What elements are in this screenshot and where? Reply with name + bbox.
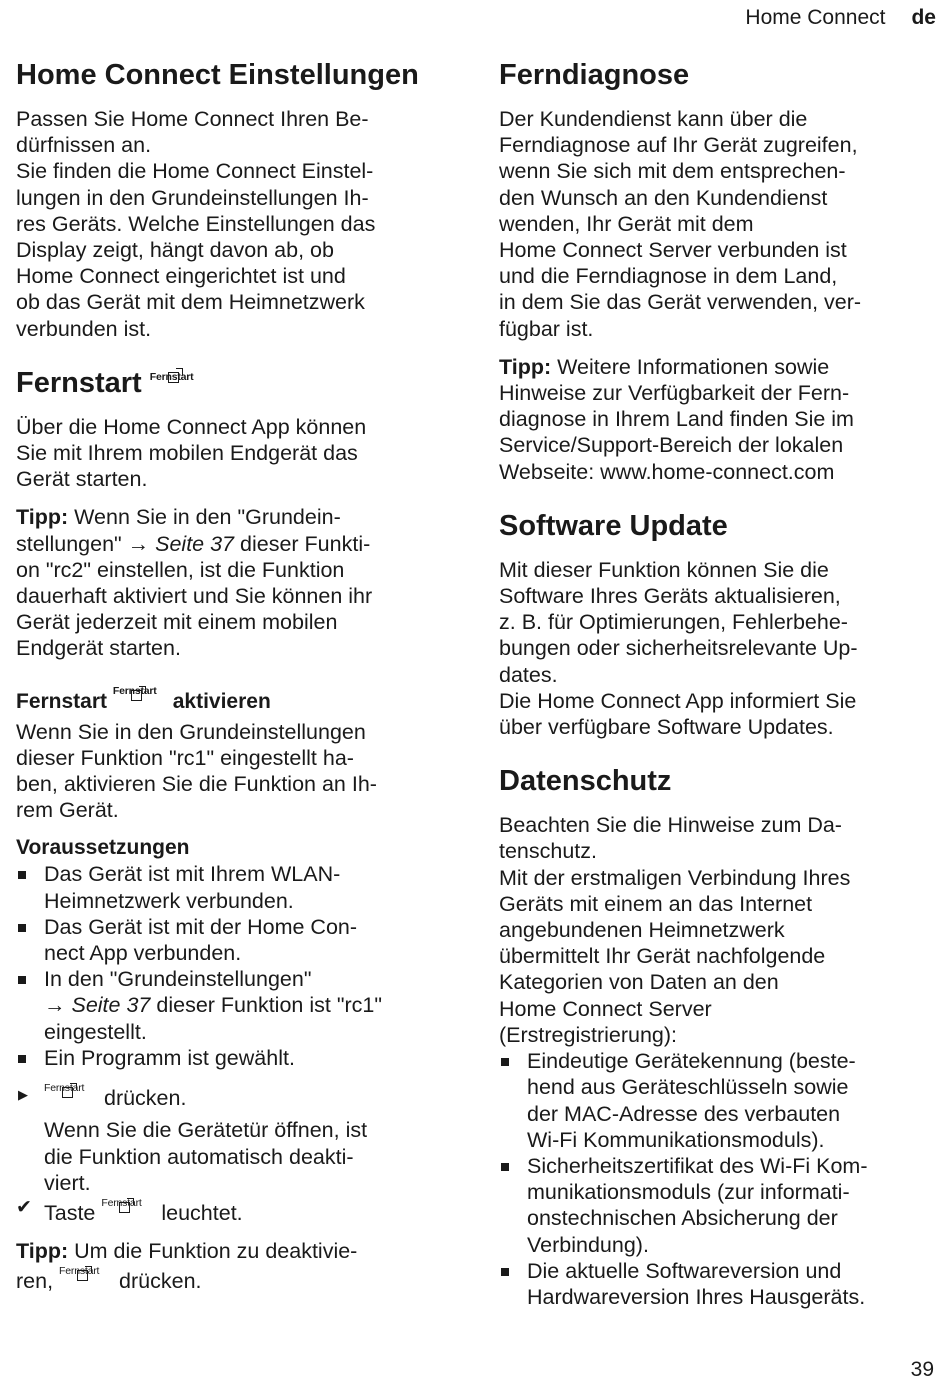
diagnosis-tip bbox=[499, 354, 939, 485]
remote-start-icon-label: Fernstart bbox=[112, 684, 157, 697]
text-line: Software Ihres Geräts aktualisieren, bbox=[499, 584, 841, 609]
text-line: Beachten Sie die Hinweise zum Da- bbox=[499, 813, 842, 838]
text-line: Webseite: www.home-connect.com bbox=[499, 459, 835, 484]
heading-activate-a: Fernstart bbox=[16, 689, 108, 713]
text-line: Wenn Sie in den "Grundein- bbox=[74, 505, 341, 530]
deactivate-tip bbox=[16, 1238, 456, 1294]
header-section: Home Connect bbox=[745, 6, 886, 29]
text-line: fügbar ist. bbox=[499, 316, 594, 341]
text-line: drücken. bbox=[119, 1269, 202, 1294]
text-line: Das Gerät ist mit der Home Con- bbox=[44, 914, 358, 939]
remote-start-icon bbox=[101, 1196, 155, 1220]
step-triangle-icon: ▶ bbox=[18, 1087, 28, 1103]
text-line: drücken. bbox=[103, 1086, 187, 1111]
tip-label: Tipp: bbox=[499, 354, 552, 379]
text-line: Gerät jederzeit mit einem mobilen bbox=[16, 610, 338, 635]
step-note bbox=[16, 1117, 456, 1196]
text-line: Weitere Informationen sowie bbox=[557, 354, 830, 379]
text-line: Die Home Connect App informiert Sie bbox=[499, 688, 857, 713]
heading-privacy: Datenschutz bbox=[499, 765, 672, 798]
arrow-icon: → bbox=[127, 531, 150, 556]
text-line: onstechnischen Absicherung der bbox=[527, 1206, 838, 1231]
text-line: eingestellt. bbox=[44, 1019, 147, 1044]
text-line: Der Kundendienst kann über die bbox=[499, 107, 808, 131]
text-line: dauerhaft aktiviert und Sie können ihr bbox=[16, 584, 373, 609]
activate-text bbox=[16, 719, 456, 824]
heading-activate-b: aktivieren bbox=[172, 689, 271, 713]
text-line: Eindeutige Gerätekennung (beste- bbox=[527, 1049, 856, 1074]
remote-start-icon bbox=[59, 1264, 113, 1288]
text-line: on "rc2" einstellen, ist die Funktion bbox=[16, 557, 345, 582]
tip-label: Tipp: bbox=[16, 505, 69, 530]
heading-fernstart bbox=[16, 364, 456, 402]
running-header bbox=[745, 6, 936, 30]
text-line: Taste bbox=[44, 1200, 96, 1225]
arrow-icon: → bbox=[44, 993, 66, 1018]
privacy-text bbox=[499, 812, 939, 1048]
checkmark-icon: ✔ bbox=[16, 1196, 32, 1218]
text-line: verbunden ist. bbox=[16, 316, 152, 341]
text-line: rem Gerät. bbox=[16, 798, 119, 823]
tip-label: Tipp: bbox=[16, 1239, 69, 1264]
text-line: Service/Support-Bereich der lokalen bbox=[499, 433, 844, 458]
list-item bbox=[16, 861, 456, 913]
list-item bbox=[499, 1048, 939, 1153]
remote-start-icon-label: Fernstart bbox=[59, 1265, 100, 1278]
update-text bbox=[499, 557, 939, 740]
text-line: Ferndiagnose auf Ihr Gerät zugreifen, bbox=[499, 133, 858, 158]
list-item bbox=[16, 1045, 456, 1071]
text-line: dürfnissen an. bbox=[16, 133, 152, 158]
heading-activate bbox=[16, 684, 456, 715]
text-line: übermittelt Ihr Gerät nachfolgende bbox=[499, 944, 826, 969]
text-line: Passen Sie Home Connect Ihren Be- bbox=[16, 107, 369, 131]
text-line: der MAC-Adresse des verbauten bbox=[527, 1101, 841, 1126]
list-item bbox=[499, 1258, 939, 1310]
text-line: Gerät starten. bbox=[16, 467, 148, 492]
text-line: dieser Funktion ist "rc1" bbox=[156, 993, 382, 1018]
right-column bbox=[499, 56, 939, 1310]
text-line: z. B. für Optimierungen, Fehlerbehe- bbox=[499, 610, 848, 635]
text-line: (Erstregistrierung): bbox=[499, 1022, 678, 1047]
text-line: in dem Sie das Gerät verwenden, ver- bbox=[499, 290, 862, 315]
fernstart-tip bbox=[16, 504, 456, 661]
privacy-list bbox=[499, 1048, 939, 1310]
text-line: Das Gerät ist mit Ihrem WLAN- bbox=[44, 862, 341, 887]
header-language: de bbox=[911, 6, 936, 29]
heading-requirements: Voraussetzungen bbox=[16, 836, 190, 860]
text-line: bungen oder sicherheitsrelevante Up- bbox=[499, 636, 858, 661]
text-line: Mit der erstmaligen Verbindung Ihres bbox=[499, 865, 851, 890]
heading-fernstart-text: Fernstart bbox=[16, 366, 142, 399]
text-line: Um die Funktion zu deaktivie- bbox=[74, 1239, 358, 1264]
remote-start-icon bbox=[150, 368, 204, 392]
text-line: Home Connect Server verbunden ist bbox=[499, 238, 847, 263]
heading-software-update: Software Update bbox=[499, 509, 728, 542]
page-number: 39 bbox=[910, 1358, 934, 1381]
text-line: ren, bbox=[16, 1269, 54, 1294]
left-column bbox=[16, 56, 456, 1295]
text-line: ob das Gerät mit dem Heimnetzwerk bbox=[16, 290, 365, 315]
text-line: wenn Sie sich mit dem entsprechen- bbox=[499, 159, 846, 184]
text-line: In den "Grundeinstellungen" bbox=[44, 967, 312, 992]
text-line: Heimnetzwerk verbunden. bbox=[44, 888, 294, 913]
text-line: und die Ferndiagnose in dem Land, bbox=[499, 264, 838, 289]
text-line: Wenn Sie die Gerätetür öffnen, ist bbox=[44, 1118, 368, 1143]
text-line: Verbindung). bbox=[527, 1232, 649, 1257]
page-reference-link[interactable]: Seite 37 bbox=[155, 531, 235, 556]
text-line: angebundenen Heimnetzwerk bbox=[499, 918, 785, 943]
text-line: diagnose in Ihrem Land finden Sie im bbox=[499, 407, 854, 432]
text-line: viert. bbox=[44, 1170, 91, 1195]
text-line: tenschutz. bbox=[499, 839, 597, 864]
instruction-step bbox=[16, 1081, 456, 1111]
remote-start-icon-label: Fernstart bbox=[101, 1196, 142, 1209]
remote-start-icon bbox=[113, 684, 167, 708]
text-line: dieser Funktion "rc1" eingestellt ha- bbox=[16, 745, 354, 770]
text-line: munikationsmoduls (zur informati- bbox=[527, 1180, 850, 1205]
text-line: Ein Programm ist gewählt. bbox=[44, 1045, 295, 1070]
list-item bbox=[16, 914, 456, 966]
text-line: Sie mit Ihrem mobilen Endgerät das bbox=[16, 441, 358, 466]
text-line: Sicherheitszertifikat des Wi-Fi Kom- bbox=[527, 1153, 868, 1178]
text-line: Hinweise zur Verfügbarkeit der Fern- bbox=[499, 381, 850, 406]
text-line: Mit dieser Funktion können Sie die bbox=[499, 557, 829, 582]
text-line: Sie finden die Home Connect Einstel- bbox=[16, 159, 374, 184]
text-line: wenden, Ihr Gerät mit dem bbox=[499, 211, 754, 236]
page-reference-link[interactable]: Seite 37 bbox=[71, 993, 151, 1018]
text-line: Wenn Sie in den Grundeinstellungen bbox=[16, 719, 366, 744]
text-line: stellungen" bbox=[16, 531, 122, 556]
text-line: Kategorien von Daten an den bbox=[499, 970, 779, 995]
remote-start-icon-label: Fernstart bbox=[44, 1082, 85, 1095]
text-line: Home Connect Server bbox=[499, 996, 712, 1021]
text-line: Home Connect eingerichtet ist und bbox=[16, 264, 346, 289]
settings-text bbox=[16, 106, 456, 342]
text-line: nect App verbunden. bbox=[44, 941, 242, 966]
requirements-list bbox=[16, 861, 456, 1071]
text-line: lungen in den Grundeinstellungen Ih- bbox=[16, 185, 369, 210]
text-line: Endgerät starten. bbox=[16, 636, 181, 661]
text-line: Geräts mit einem an das Internet bbox=[499, 891, 813, 916]
text-line: die Funktion automatisch deakti- bbox=[44, 1144, 354, 1169]
text-line: dieser Funkti- bbox=[240, 531, 371, 556]
heading-settings: Home Connect Einstellungen bbox=[16, 59, 419, 91]
text-line: Wi-Fi Kommunikationsmoduls). bbox=[527, 1127, 825, 1152]
list-item bbox=[16, 966, 456, 1045]
text-line: res Geräts. Welche Einstellungen das bbox=[16, 211, 376, 236]
text-line: Über die Home Connect App können bbox=[16, 414, 367, 439]
text-line: über verfügbare Software Updates. bbox=[499, 715, 834, 740]
heading-remote-diagnosis: Ferndiagnose bbox=[499, 59, 690, 91]
text-line: Hardwareversion Ihres Hausgeräts. bbox=[527, 1284, 866, 1309]
remote-start-icon bbox=[44, 1081, 98, 1105]
text-line: Display zeigt, hängt davon ab, ob bbox=[16, 238, 334, 263]
text-line: hend aus Geräteschlüsseln sowie bbox=[527, 1075, 849, 1100]
list-item bbox=[499, 1153, 939, 1258]
result-step bbox=[16, 1196, 456, 1226]
fernstart-intro bbox=[16, 414, 456, 493]
text-line: Die aktuelle Softwareversion und bbox=[527, 1258, 842, 1283]
remote-start-icon-label: Fernstart bbox=[149, 370, 194, 383]
text-line: dates. bbox=[499, 662, 558, 687]
diagnosis-text bbox=[499, 106, 939, 342]
text-line: ben, aktivieren Sie die Funktion an Ih- bbox=[16, 772, 377, 797]
text-line: den Wunsch an den Kundendienst bbox=[499, 185, 828, 210]
text-line: leuchtet. bbox=[161, 1200, 243, 1225]
